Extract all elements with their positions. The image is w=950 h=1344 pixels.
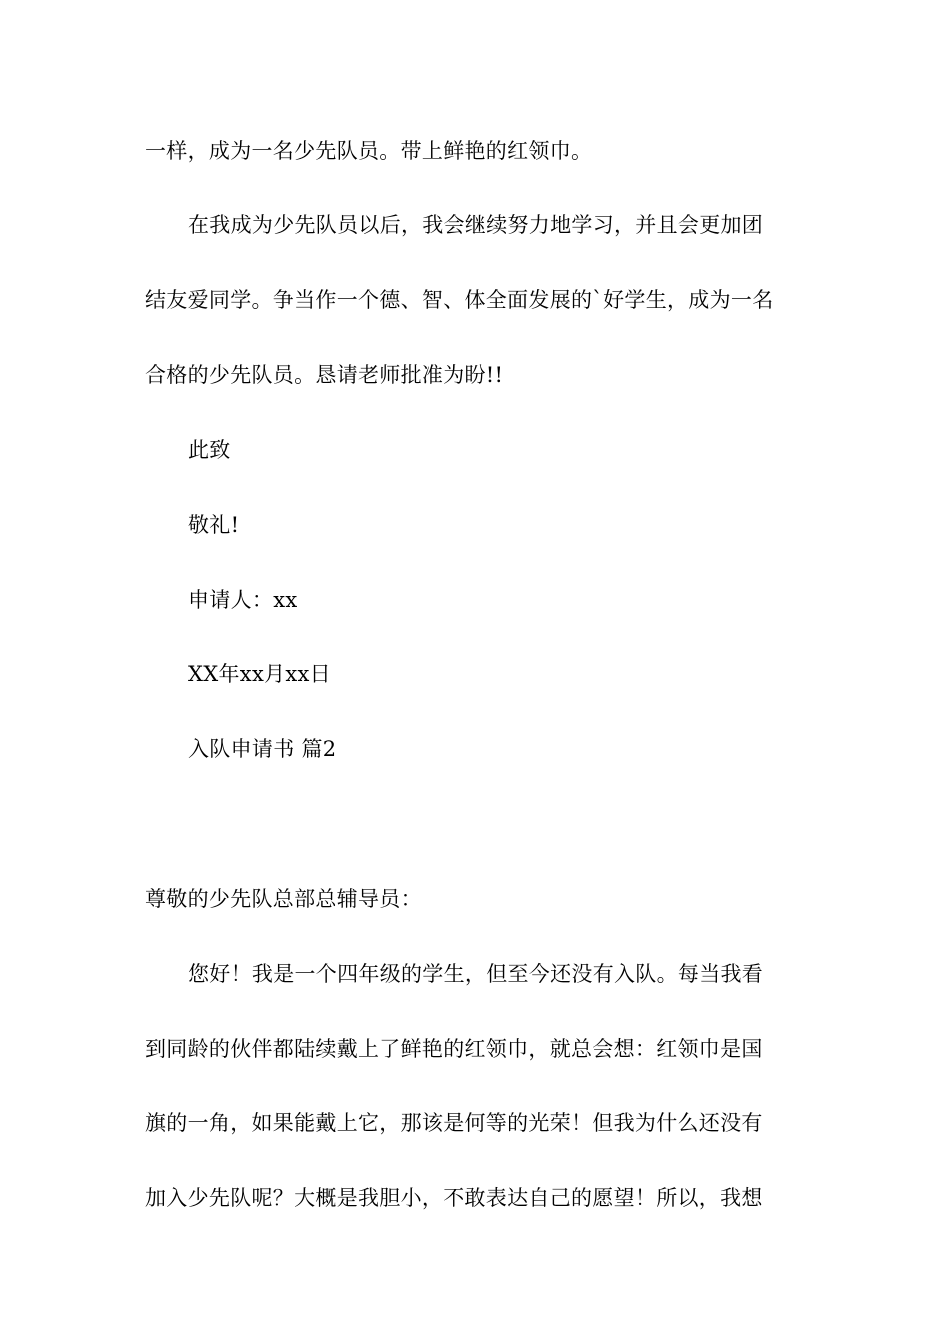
applicant-signature: 申请人：xx: [188, 588, 298, 612]
closing-respect: 敬礼!: [188, 513, 240, 537]
closing-salutation: 此致: [188, 438, 231, 462]
paragraph-line: 一样，成为一名少先队员。带上鲜艳的红领巾。: [145, 139, 593, 163]
paragraph-line: 到同龄的伙伴都陆续戴上了鲜艳的红领巾，就总会想：红领巾是国: [145, 1037, 763, 1061]
paragraph-line: 您好！我是一个四年级的学生，但至今还没有入队。每当我看: [188, 962, 764, 986]
paragraph-line: 合格的少先队员。恳请老师批准为盼!!: [145, 363, 504, 387]
paragraph-line: 旗的一角，如果能戴上它，那该是何等的光荣！但我为什么还没有: [145, 1111, 763, 1135]
paragraph-line: 结友爱同学。争当作一个德、智、体全面发展的`好学生，成为一名: [145, 288, 774, 312]
letter-greeting: 尊敬的少先队总部总辅导员：: [145, 887, 422, 911]
paragraph-line: 在我成为少先队员以后，我会继续努力地学习，并且会更加团: [188, 213, 764, 237]
application-date: XX年xx月xx日: [188, 662, 331, 686]
section-heading: 入队申请书 篇2: [188, 737, 337, 761]
paragraph-line: 加入少先队呢？大概是我胆小，不敢表达自己的愿望！所以，我想: [145, 1186, 763, 1210]
